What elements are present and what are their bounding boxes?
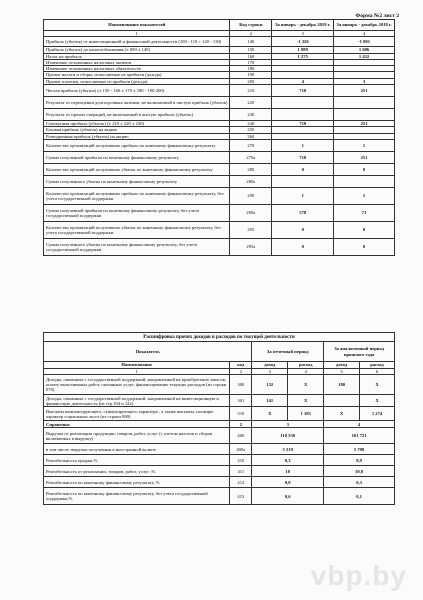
row-value-prior: 1 686 [334, 47, 395, 53]
row-value-current: 578 [272, 204, 334, 221]
row-value-prior: 1 432 [334, 53, 395, 59]
row-value-prior [334, 97, 395, 109]
header-code: Код строки [230, 20, 272, 31]
row-name: Изменение отложенных налоговых обязательств [44, 66, 230, 72]
table-row [44, 109, 395, 121]
row-value-current: 5 519 [252, 444, 324, 455]
row-value-prior: 101 721 [324, 428, 395, 444]
row-expense: 1 183 [288, 407, 324, 421]
row-code: 310 [230, 407, 252, 421]
row-name: Результат от прочих операций, не включаемый в чистую прибыль (убыток) [44, 109, 230, 121]
header-current-period: За отчетный период [252, 342, 324, 362]
header-prior-period: За январь - декабрь 2018 г. [334, 20, 395, 31]
column-number: 2 [230, 421, 252, 428]
header-indicator: Наименование показателей [44, 20, 230, 31]
row-name: Базовая прибыль (убыток) на акцию [44, 127, 230, 133]
row-value-prior: 1 [334, 139, 395, 151]
table-row [44, 163, 395, 175]
row-income-prior: 180 [324, 375, 360, 395]
column-number: 2 [230, 369, 252, 375]
row-code: 400а [230, 444, 252, 455]
subheader-name: Наименование [44, 362, 230, 369]
row-name: Сумма полученной прибыли по конечному финансовому результату [44, 151, 230, 163]
row-name: Количество организаций получивших прибыль по конечному финансовому результату [44, 139, 230, 151]
row-value-prior: 5 708 [324, 444, 395, 455]
table-row [44, 444, 395, 455]
row-value-current: 110 550 [252, 428, 324, 444]
row-value-prior: 251 [334, 151, 395, 163]
row-income: X [252, 407, 288, 421]
row-value-prior [334, 109, 395, 121]
row-code: 295 [230, 221, 272, 238]
row-code: 270а [230, 151, 272, 163]
row-code: 412 [230, 477, 252, 488]
row-value-current: 8,3 [252, 455, 324, 466]
row-value-prior: 3 [334, 78, 395, 84]
row-value-current: -1 326 [272, 37, 334, 47]
row-value-prior: 1 [334, 187, 395, 204]
column-number: 5 [324, 369, 360, 375]
row-code: 410 [230, 455, 252, 466]
table-row [44, 407, 395, 421]
row-name: Доходы, связанные с государственной поддержкой, направленной на приобретение запасов, оплату выполненных работ, оказанных услуг, финансирование текущих расходов (из строки 070) [44, 375, 230, 395]
row-name: Рентабельность продаж,% [44, 455, 230, 466]
row-value-prior: 8,9 [324, 455, 395, 466]
header-indicator: Показатель [44, 342, 252, 362]
row-value-current: 1 989 [272, 47, 334, 53]
row-code: 295а [230, 238, 272, 255]
row-income: 132 [252, 375, 288, 395]
row-income-prior: X [324, 407, 360, 421]
row-value-current: 1 [272, 187, 334, 204]
reference-label: Справочно: [44, 421, 230, 428]
header-current-period: За январь - декабрь 2019 г. [272, 20, 334, 31]
row-value-prior: 71 [334, 204, 395, 221]
row-name: Сумма полученного убытка по конечному финансовому результату, без учета государственной поддержки [44, 238, 230, 255]
row-name: Количество организаций получивших убыток по конечному финансовому результату [44, 163, 230, 175]
row-code: 170 [230, 59, 272, 65]
row-code: 290 [230, 187, 272, 204]
row-value-prior: -1 001 [334, 37, 395, 47]
table-row [44, 428, 395, 444]
row-value-current: 710 [272, 121, 334, 127]
form-title: Форма №2 лист 2 [355, 13, 399, 19]
row-income: 141 [252, 395, 288, 407]
row-code: 140 [230, 37, 272, 47]
row-expense-prior: 1 274 [360, 407, 395, 421]
row-code: 400 [230, 428, 252, 444]
table-row [44, 466, 395, 477]
row-code: 280 [230, 163, 272, 175]
row-code: 250 [230, 127, 272, 133]
row-name: Выручка от реализации продукции, товаров, работ, услуг (с учетом налогов и сборов включаемых в выручку) [44, 428, 230, 444]
column-number: 3 [252, 369, 288, 375]
row-name: Изменение отложенных налоговых активов [44, 59, 230, 65]
table-row [44, 139, 395, 151]
column-number: 1 [44, 369, 230, 375]
row-value-prior: 0 [334, 163, 395, 175]
row-value-current [272, 97, 334, 109]
profit-loss-table [43, 19, 395, 256]
table-row [44, 151, 395, 163]
row-code: 290а [230, 204, 272, 221]
row-code: 150 [230, 47, 272, 53]
row-value-current [272, 175, 334, 187]
row-name: Сумма полученного убытка по конечному финансовому результату [44, 175, 230, 187]
row-value-prior [334, 175, 395, 187]
row-name: в том числе: выручка полученная в иностранной валюте [44, 444, 230, 455]
row-value-current: 0,8 [252, 477, 324, 488]
row-name: Результат от переоценки долгосрочных активов, не включаемый в чистую прибыль (убыток) [44, 97, 230, 109]
subheader-expense: расход [288, 362, 324, 369]
row-name: Совокупная прибыль (убыток) (± 210 ± 220 ± 230) [44, 121, 230, 127]
row-value-prior: 251 [334, 121, 395, 127]
column-number: 3 [272, 31, 334, 37]
reference-rows [44, 428, 395, 505]
row-code: 210 [230, 85, 272, 97]
row-name: Рентабельность по конечному финансовому результату, без учета государственной поддержки,% [44, 488, 230, 505]
row-value-prior: 251 [334, 85, 395, 97]
row-name: Разводненная прибыль (убыток) на акцию [44, 133, 230, 139]
other-income-table [43, 341, 395, 505]
row-value-prior: 0,1 [324, 488, 395, 505]
row-code: 220 [230, 97, 272, 109]
table-row [44, 488, 395, 505]
table-row [44, 204, 395, 221]
row-code: 270 [230, 139, 272, 151]
row-code: 180 [230, 66, 272, 72]
row-code: 230 [230, 109, 272, 121]
row-code: 301 [230, 395, 252, 407]
table-row [44, 97, 395, 109]
table-row [44, 37, 395, 47]
row-value-current: 1 [272, 139, 334, 151]
table-row [44, 455, 395, 466]
subheader-income-prior: доход [324, 362, 360, 369]
row-expense-prior: X [360, 395, 395, 407]
row-code: 260 [230, 133, 272, 139]
row-code: 200 [230, 78, 272, 84]
subheader-income: доход [252, 362, 288, 369]
other-income-rows [44, 375, 395, 421]
row-code: 280а [230, 175, 272, 187]
row-expense: X [288, 375, 324, 395]
row-value-current [272, 109, 334, 121]
row-code: 240 [230, 121, 272, 127]
row-code: 300 [230, 375, 252, 395]
table2-title: Расшифровка прочих доходов и расходов по текущей деятельности [43, 332, 395, 341]
row-value-current: 710 [272, 85, 334, 97]
profit-loss-rows [44, 37, 395, 256]
row-value-current: 10 [252, 466, 324, 477]
column-number: 6 [360, 369, 395, 375]
column-number: 4 [334, 31, 395, 37]
column-number: 4 [288, 369, 324, 375]
row-value-prior: 10,8 [324, 466, 395, 477]
row-value-current: 4 [272, 78, 334, 84]
row-value-current: 710 [272, 151, 334, 163]
row-expense-prior: X [360, 375, 395, 395]
row-name: Сумма полученной прибыли по конечному финансовому результату, без учета государственной поддержки [44, 204, 230, 221]
row-value-prior: 0 [334, 238, 395, 255]
row-value-current: 0 [272, 238, 334, 255]
table-row [44, 85, 395, 97]
table-row [44, 477, 395, 488]
row-income-prior [324, 395, 360, 407]
table-row [44, 238, 395, 255]
row-name: Выплаты компенсирующего, стимулирующего характера , а также выплаты, носящие характер социальных льгот (из строки 080) [44, 407, 230, 421]
row-value-current: 0 [272, 221, 334, 238]
column-number: 2 [230, 31, 272, 37]
subheader-expense-prior: расход [360, 362, 395, 369]
row-expense: X [288, 395, 324, 407]
column-number: 1 [44, 31, 230, 37]
row-name: Рентабельность от реализации, товаров, работ, услуг ,% [44, 466, 230, 477]
row-name: Прочие платежи, исчисляемые из прибыли (дохода) [44, 78, 230, 84]
row-value-prior: 0 [334, 221, 395, 238]
row-value-current: 1 275 [272, 53, 334, 59]
row-name: Прибыль (убыток) до налогообложения (± 090 ± 140) [44, 47, 230, 53]
table-row [44, 221, 395, 238]
row-value-current: 0 [272, 163, 334, 175]
table-row [44, 395, 395, 407]
row-code: 413 [230, 488, 252, 505]
row-value-current: 0,6 [252, 488, 324, 505]
row-code: 190 [230, 72, 272, 78]
column-number: 4 [324, 421, 395, 428]
table-row [44, 187, 395, 204]
row-name: Чистая прибыль (убыток) (± 150 - 160 ± 170 ± 180 - 190-200) [44, 85, 230, 97]
row-code: 160 [230, 53, 272, 59]
watermark-logo: vbp.by [310, 560, 407, 591]
row-value-prior: 0,3 [324, 477, 395, 488]
row-name: Количество организаций получивших прибыль по конечному финансовому результату, без учета государственной поддержки [44, 187, 230, 204]
row-code: 411 [230, 466, 252, 477]
row-name: Прочие налоги и сборы, исчисляемые из прибыли (дохода) [44, 72, 230, 78]
table-row [44, 375, 395, 395]
table-row [44, 175, 395, 187]
subheader-code: код [230, 362, 252, 369]
row-name: Рентабельность по конечному финансовому результату, % [44, 477, 230, 488]
row-name: Налог на прибыль [44, 53, 230, 59]
row-name: Прибыль (убыток) от инвестиционной и финансовой деятельности (100 - 110 + 120 - 130) [44, 37, 230, 47]
row-name: Доходы, связанные с государственной поддержкой, направленной на инвестиционную и финансовую деятельность (из стр.104 и 122) [44, 395, 230, 407]
column-number: 3 [252, 421, 324, 428]
row-name: Количество организаций получивших убыток по конечному финансовому результату, без учета государственной поддержки [44, 221, 230, 238]
header-prior-period: За аналогичный период прошлого года [324, 342, 395, 362]
